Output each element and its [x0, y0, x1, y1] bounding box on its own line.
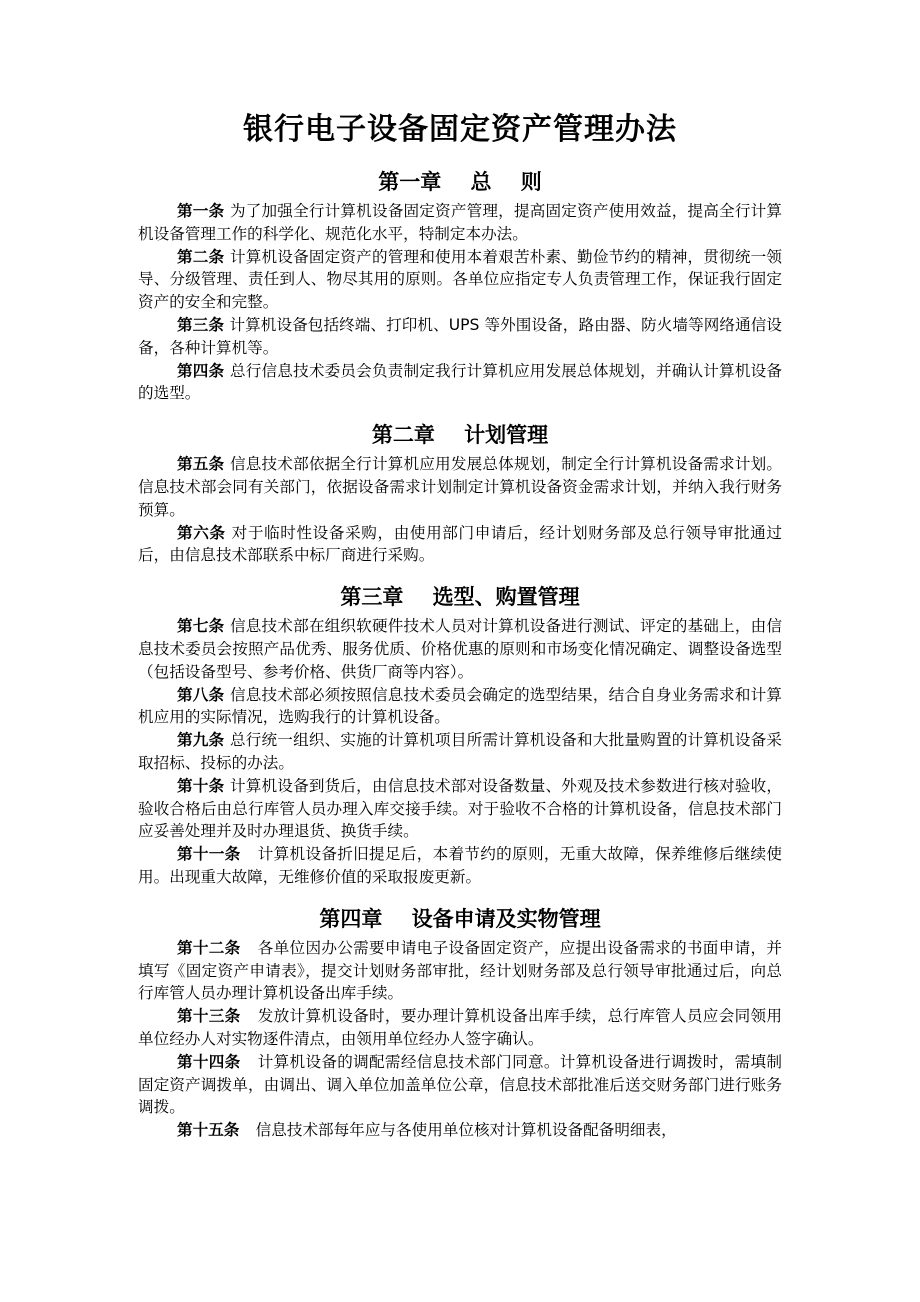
article-text: 信息技术部每年应与各使用单位核对计算机设备配备明细表， — [255, 1121, 677, 1140]
article-paragraph — [138, 200, 782, 246]
article-number: 第八条 — [177, 685, 230, 704]
article-paragraph — [138, 522, 782, 568]
article-paragraph — [138, 1119, 782, 1142]
article-paragraph — [138, 1005, 782, 1051]
article-paragraph — [138, 1051, 782, 1119]
article-number: 第十二条 — [177, 938, 258, 957]
article-paragraph — [138, 937, 782, 1005]
article-paragraph — [138, 684, 782, 730]
article-text: 计算机设备的调配需经信息技术部门同意。计算机设备进行调拨时，需填制固定资产调拨单，由调出、调入单位加盖单位公章，信息技术部批准后送交财务部门进行账务调拨。 — [138, 1052, 782, 1117]
article-paragraph — [138, 360, 782, 406]
article-text: 各单位因办公需要申请电子设备固定资产，应提出设备需求的书面申请，并填写《固定资产申请表》，提交计划财务部审批，经计划财务部及总行领导审批通过后，向总行库管人员办理计算机设备出库手续。 — [138, 938, 782, 1003]
document-title: 银行电子设备固定资产管理办法 — [243, 112, 677, 147]
article-number: 第二条 — [177, 247, 230, 266]
article-text: 计算机设备折旧提足后，本着节约的原则，无重大故障，保养维修后继续使用。出现重大故障，无维修价值的采取报废更新。 — [138, 845, 782, 886]
article-number: 第九条 — [177, 731, 230, 750]
article-number: 第十五条 — [177, 1121, 256, 1140]
article-paragraph — [138, 314, 782, 360]
article-text: 计算机设备到货后，由信息技术部对设备数量、外观及技术参数进行核对验收，验收合格后由总行库管人员办理入库交接手续。对于验收不合格的计算机设备，信息技术部门应妥善处理并及时办理退货、换货手续。 — [138, 776, 782, 841]
article-text: 计算机设备包括终端、打印机、UPS 等外围设备，路由器、防火墙等网络通信设备，各种计算机等。 — [138, 315, 782, 357]
article-number: 第五条 — [177, 455, 230, 474]
article-number: 第四条 — [177, 361, 230, 380]
document-body — [138, 108, 782, 1142]
chapter-title: 第四章 设备申请及实物管理 — [319, 906, 601, 931]
article-text: 信息技术部在组织软硬件技术人员对计算机设备进行测试、评定的基础上，由信息技术委员会按照产品优秀、服务优质、价格优惠的原则和市场变化情况确定、调整设备选型（包括设备型号、参考价格、供货厂商等内容）。 — [138, 617, 782, 681]
article-number: 第十一条 — [177, 845, 258, 864]
article-text: 总行信息技术委员会负责制定我行计算机应用发展总体规划，并确认计算机设备的选型。 — [138, 361, 782, 403]
chapter-1 — [138, 166, 782, 405]
article-number: 第十条 — [177, 776, 230, 795]
article-text: 信息技术部依据全行计算机应用发展总体规划，制定全行计算机设备需求计划。信息技术部会同有关部门，依据设备需求计划制定计算机设备资金需求计划，并纳入我行财务预算。 — [138, 455, 782, 519]
article-number: 第十四条 — [177, 1052, 258, 1071]
article-paragraph — [138, 453, 782, 521]
chapter-2 — [138, 419, 782, 567]
article-text: 发放计算机设备时，要办理计算机设备出库手续，总行库管人员应会同领用单位经办人对实物逐件清点，由领用单位经办人签字确认。 — [138, 1007, 782, 1048]
chapter-title: 第一章 总 则 — [378, 170, 542, 194]
chapter-4 — [138, 903, 782, 1142]
article-paragraph — [138, 843, 782, 889]
article-text: 信息技术部必须按照信息技术委员会确定的选型结果，结合自身业务需求和计算机应用的实际情况，选购我行的计算机设备。 — [138, 685, 782, 727]
article-number: 第一条 — [177, 202, 230, 220]
article-number: 第三条 — [177, 315, 230, 334]
article-text: 总行统一组织、实施的计算机项目所需计算机设备和大批量购置的计算机设备采取招标、投标的办法。 — [138, 731, 782, 772]
article-text: 对于临时性设备采购，由使用部门申请后，经计划财务部及总行领导审批通过后，由信息技术部联系中标厂商进行采购。 — [138, 523, 782, 565]
article-number: 第七条 — [177, 617, 230, 636]
article-text: 计算机设备固定资产的管理和使用本着艰苦朴素、勤俭节约的精神，贯彻统一领导、分级管理、责任到人、物尽其用的原则。各单位应指定专人负责管理工作，保证我行固定资产的安全和完整。 — [138, 247, 782, 312]
chapter-title: 第三章 选型、购置管理 — [340, 585, 580, 610]
article-number: 第六条 — [177, 523, 232, 542]
article-paragraph — [138, 775, 782, 843]
article-paragraph — [138, 246, 782, 314]
chapter-title: 第二章 计划管理 — [371, 423, 549, 448]
chapter-list — [138, 166, 782, 1142]
chapter-3 — [138, 581, 782, 889]
article-paragraph — [138, 729, 782, 775]
article-number: 第十三条 — [177, 1007, 258, 1026]
article-text: 为了加强全行计算机设备固定资产管理，提高固定资产使用效益，提高全行计算机设备管理工作的科学化、规范化水平，特制定本办法。 — [138, 202, 782, 243]
article-paragraph — [138, 615, 782, 683]
